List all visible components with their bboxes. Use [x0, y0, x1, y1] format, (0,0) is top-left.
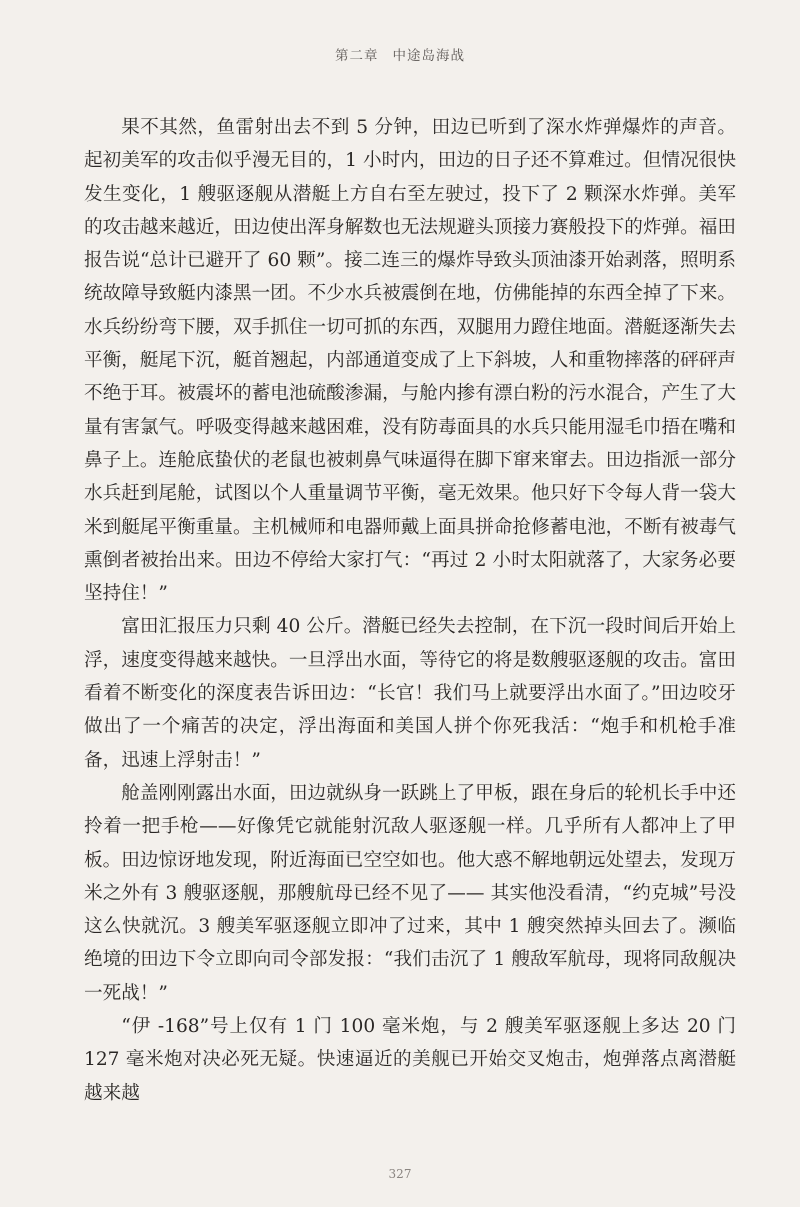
paragraph: 富田汇报压力只剩 40 公斤。潜艇已经失去控制，在下沉一段时间后开始上浮，速度变得越来越快。一旦浮出水面，等待它的将是数艘驱逐舰的攻击。富田看着不断变化的深度表告诉田边：“长官！我们马上就要浮出水面了。”田边咬牙做出了一个痛苦的决定，浮出海面和美国人拼个你死我活：“炮手和机枪手准备，迅速上浮射击！”	[84, 616, 736, 771]
paragraph: 舱盖刚刚露出水面，田边就纵身一跃跳上了甲板，跟在身后的轮机长手中还拎着一把手枪——好像凭它就能射沉敌人驱逐舰一样。几乎所有人都冲上了甲板。田边惊讶地发现，附近海面已空空如也。他大惑不解地朝远处望去，发现万米之外有 3 艘驱逐舰，那艘航母已经不见了—— 其实他没看清，“约克城”号没这么快就沉。3 艘美军驱逐舰立即冲了过来，其中 1 艘突然掉头回去了。濒临绝境的田边下令立即向司令部发报：“我们击沉了 1 艘敌军航母，现将同敌舰决一死战！”	[84, 782, 736, 1004]
paragraph: “伊 -168”号上仅有 1 门 100 毫米炮，与 2 艘美军驱逐舰上多达 20 门 127 毫米炮对决必死无疑。快速逼近的美舰已开始交叉炮击，炮弹落点离潜艇越来越	[84, 1016, 736, 1104]
paragraph: 果不其然，鱼雷射出去不到 5 分钟，田边已听到了深水炸弹爆炸的声音。起初美军的攻击似乎漫无目的，1 小时内，田边的日子还不算难过。但情况很快发生变化，1 艘驱逐舰从潜艇上方自右至左驶过，投下了 2 颗深水炸弹。美军的攻击越来越近，田边使出浑身解数也无法规避头顶接力赛般投下的炸弹。福田报告说“总计已避开了 60 颗”。接二连三的爆炸导致头顶油漆开始剥落，照明系统故障导致艇内漆黑一团。不少水兵被震倒在地，仿佛能掉的东西全掉了下来。水兵纷纷弯下腰，双手抓住一切可抓的东西，双腿用力蹬住地面。潜艇逐渐失去平衡，艇尾下沉，艇首翘起，内部通道变成了上下斜坡，人和重物摔落的砰砰声不绝于耳。被震坏的蓄电池硫酸渗漏，与舱内掺有漂白粉的污水混合，产生了大量有害氯气。呼吸变得越来越困难，没有防毒面具的水兵只能用湿毛巾捂在嘴和鼻子上。连舱底蛰伏的老鼠也被刺鼻气味逼得在脚下窜来窜去。田边指派一部分水兵赶到尾舱，试图以个人重量调节平衡，毫无效果。他只好下令每人背一袋大米到艇尾平衡重量。主机械师和电器师戴上面具拼命抢修蓄电池，不断有被毒气熏倒者被抬出来。田边不停给大家打气：“再过 2 小时太阳就落了，大家务必要坚持住！”	[84, 117, 736, 605]
running-header	[0, 44, 800, 64]
chapter-label: 第二章	[335, 48, 379, 64]
body-text	[84, 111, 736, 1110]
page-number: 327	[388, 1167, 412, 1181]
chapter-title: 中途岛海战	[392, 48, 465, 64]
